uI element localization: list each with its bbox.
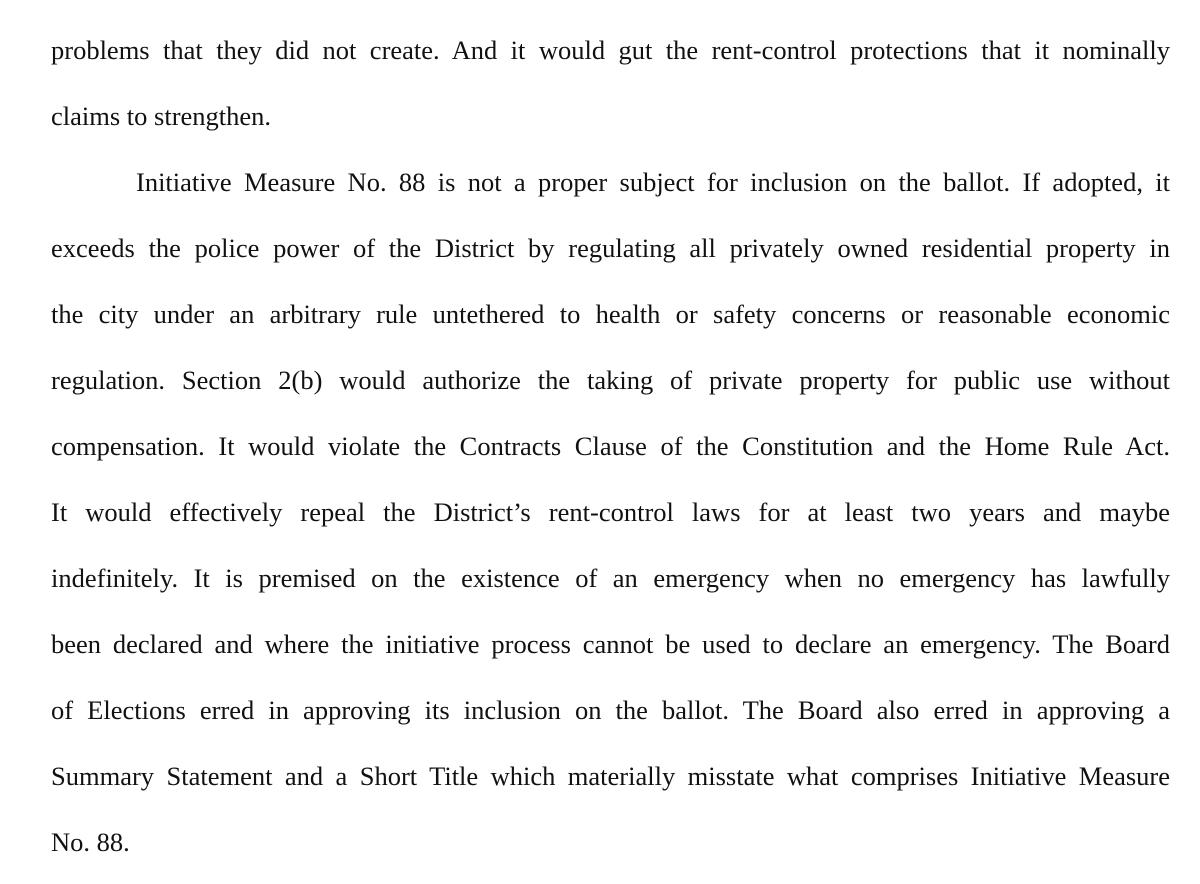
paragraph-2-line-7: indefinitely. It is premised on the existence of an emergency when no emergency has lawfully [51, 563, 1170, 593]
paragraph-2-line-8: been declared and where the initiative process cannot be used to declare an emergency. The Board [51, 629, 1170, 659]
paragraph-2-line-3: the city under an arbitrary rule untethered to health or safety concerns or reasonable economic [51, 299, 1170, 329]
paragraph-2-line-4: regulation. Section 2(b) would authorize the taking of private property for public use without [51, 365, 1170, 395]
paragraph-1-line-1: problems that they did not create. And it would gut the rent-control protections that it nominally [51, 35, 1170, 65]
paragraph-2-line-6: It would effectively repeal the District’s rent-control laws for at least two years and maybe [51, 497, 1170, 527]
paragraph-1-line-2: claims to strengthen. [51, 101, 272, 131]
document-page [51, 0, 1170, 884]
paragraph-2-line-9: of Elections erred in approving its inclusion on the ballot. The Board also erred in approving a [51, 695, 1170, 725]
paragraph-2-line-10: Summary Statement and a Short Title which materially misstate what comprises Initiative Measure [51, 761, 1170, 791]
paragraph-2-line-1: Initiative Measure No. 88 is not a proper subject for inclusion on the ballot. If adopted, it [136, 167, 1170, 197]
paragraph-2-line-5: compensation. It would violate the Contracts Clause of the Constitution and the Home Rule Act. [51, 431, 1170, 461]
paragraph-2-line-11: No. 88. [51, 827, 130, 857]
paragraph-2-line-2: exceeds the police power of the District by regulating all privately owned residential property in [51, 233, 1170, 263]
